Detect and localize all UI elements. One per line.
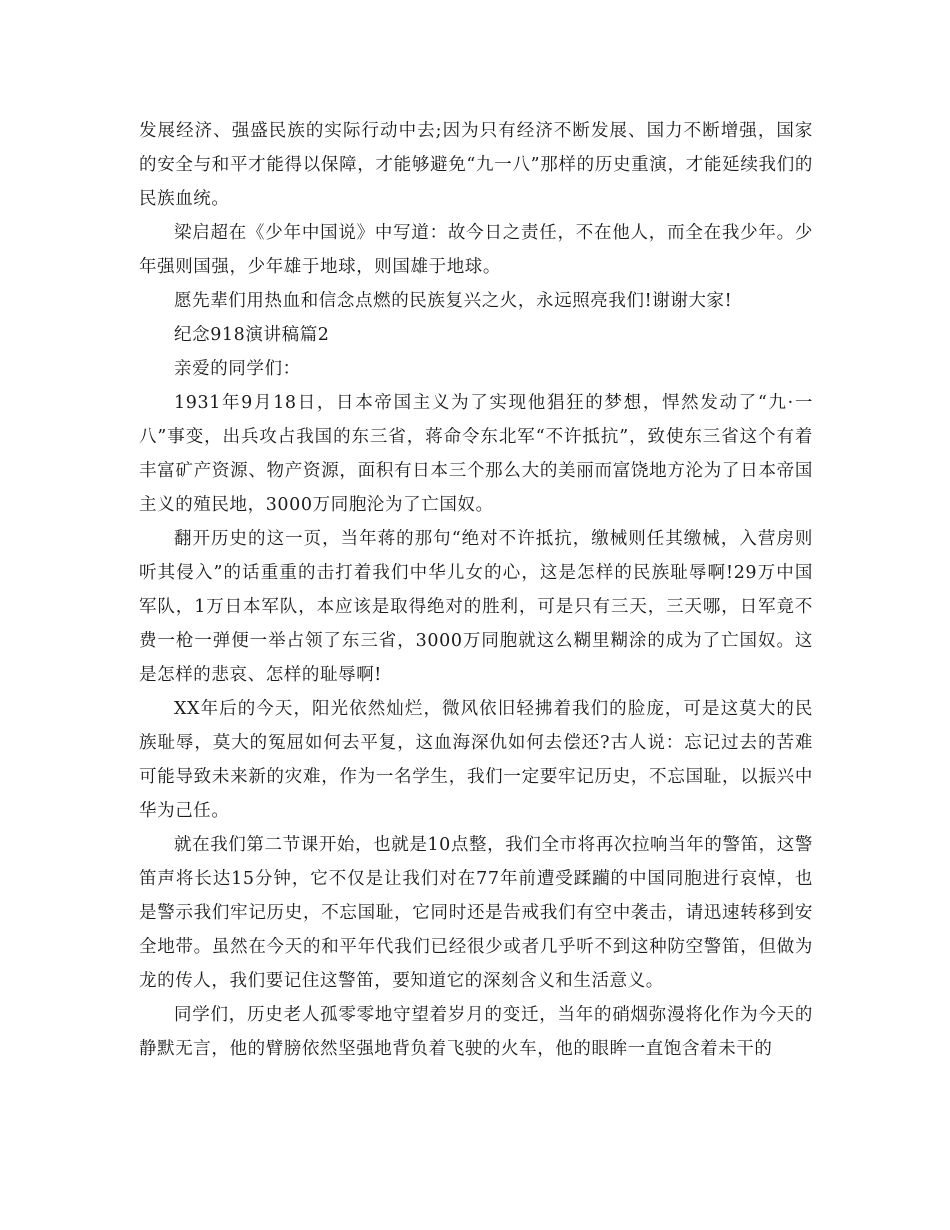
paragraph-10: 同学们，历史老人孤零零地守望着岁月的变迁，当年的硝烟弥漫将化作为今天的静默无言，他的臂膀依然坚强地背负着飞驶的火车，他的眼眸一直饱含着未干的 — [139, 1005, 813, 1059]
paragraph-9: 就在我们第二节课开始，也就是10点整，我们全市将再次拉响当年的警笛，这警笛声将长达15分钟，它不仅是让我们对在77年前遭受蹂躏的中国同胞进行哀悼，也是警示我们牢记历史，不忘国耻，它同时还是告戒我们有空中袭击，请迅速转移到安全地带。虽然在今天的和平年代我们已经很少或者几乎听不到这种防空警笛，但做为龙的传人，我们要记住这警笛，要知道它的深刻含义和生活意义。 — [139, 835, 813, 991]
paragraph-1: 发展经济、强盛民族的实际行动中去;因为只有经济不断发展、国力不断增强，国家的安全与和平才能得以保障，才能够避免“九一八”那样的历史重演，才能延续我们的民族血统。 — [139, 121, 813, 209]
paragraph-3: 愿先辈们用热血和信念点燃的民族复兴之火，永远照亮我们!谢谢大家! — [174, 291, 733, 311]
salutation: 亲爱的同学们： — [174, 359, 301, 379]
paragraph-2: 梁启超在《少年中国说》中写道：故今日之责任，不在他人，而全在我少年。少年强则国强，少年雄于地球，则国雄于地球。 — [139, 223, 813, 277]
paragraph-7: 翻开历史的这一页，当年蒋的那句“绝对不许抵抗，缴械则任其缴械，入营房则听其侵入”的话重重的击打着我们中华儿女的心，这是怎样的民族耻辱啊!29万中国军队，1万日本军队，本应该是取得绝对的胜利，可是只有三天，三天哪，日军竟不费一枪一弹便一举占领了东三省，3000万同胞就这么糊里糊涂的成为了亡国奴。这是怎样的悲哀、怎样的耻辱啊! — [139, 529, 813, 685]
paragraph-8: XX年后的今天，阳光依然灿烂，微风依旧轻拂着我们的脸庞，可是这莫大的民族耻辱，莫大的冤屈如何去平复，这血海深仇如何去偿还?古人说：忘记过去的苦难可能导致未来新的灾难，作为一名学生，我们一定要牢记历史，不忘国耻，以振兴中华为己任。 — [139, 699, 813, 821]
document-body — [139, 114, 813, 1066]
section-title: 纪念918演讲稿篇2 — [174, 325, 330, 345]
paragraph-6: 1931年9月18日，日本帝国主义为了实现他猖狂的梦想，悍然发动了“九·一八”事变，出兵攻占我国的东三省，蒋命令东北军“不许抵抗”，致使东三省这个有着丰富矿产资源、物产资源，面积有日本三个那么大的美丽而富饶地方沦为了日本帝国主义的殖民地，3000万同胞沦为了亡国奴。 — [139, 393, 813, 515]
